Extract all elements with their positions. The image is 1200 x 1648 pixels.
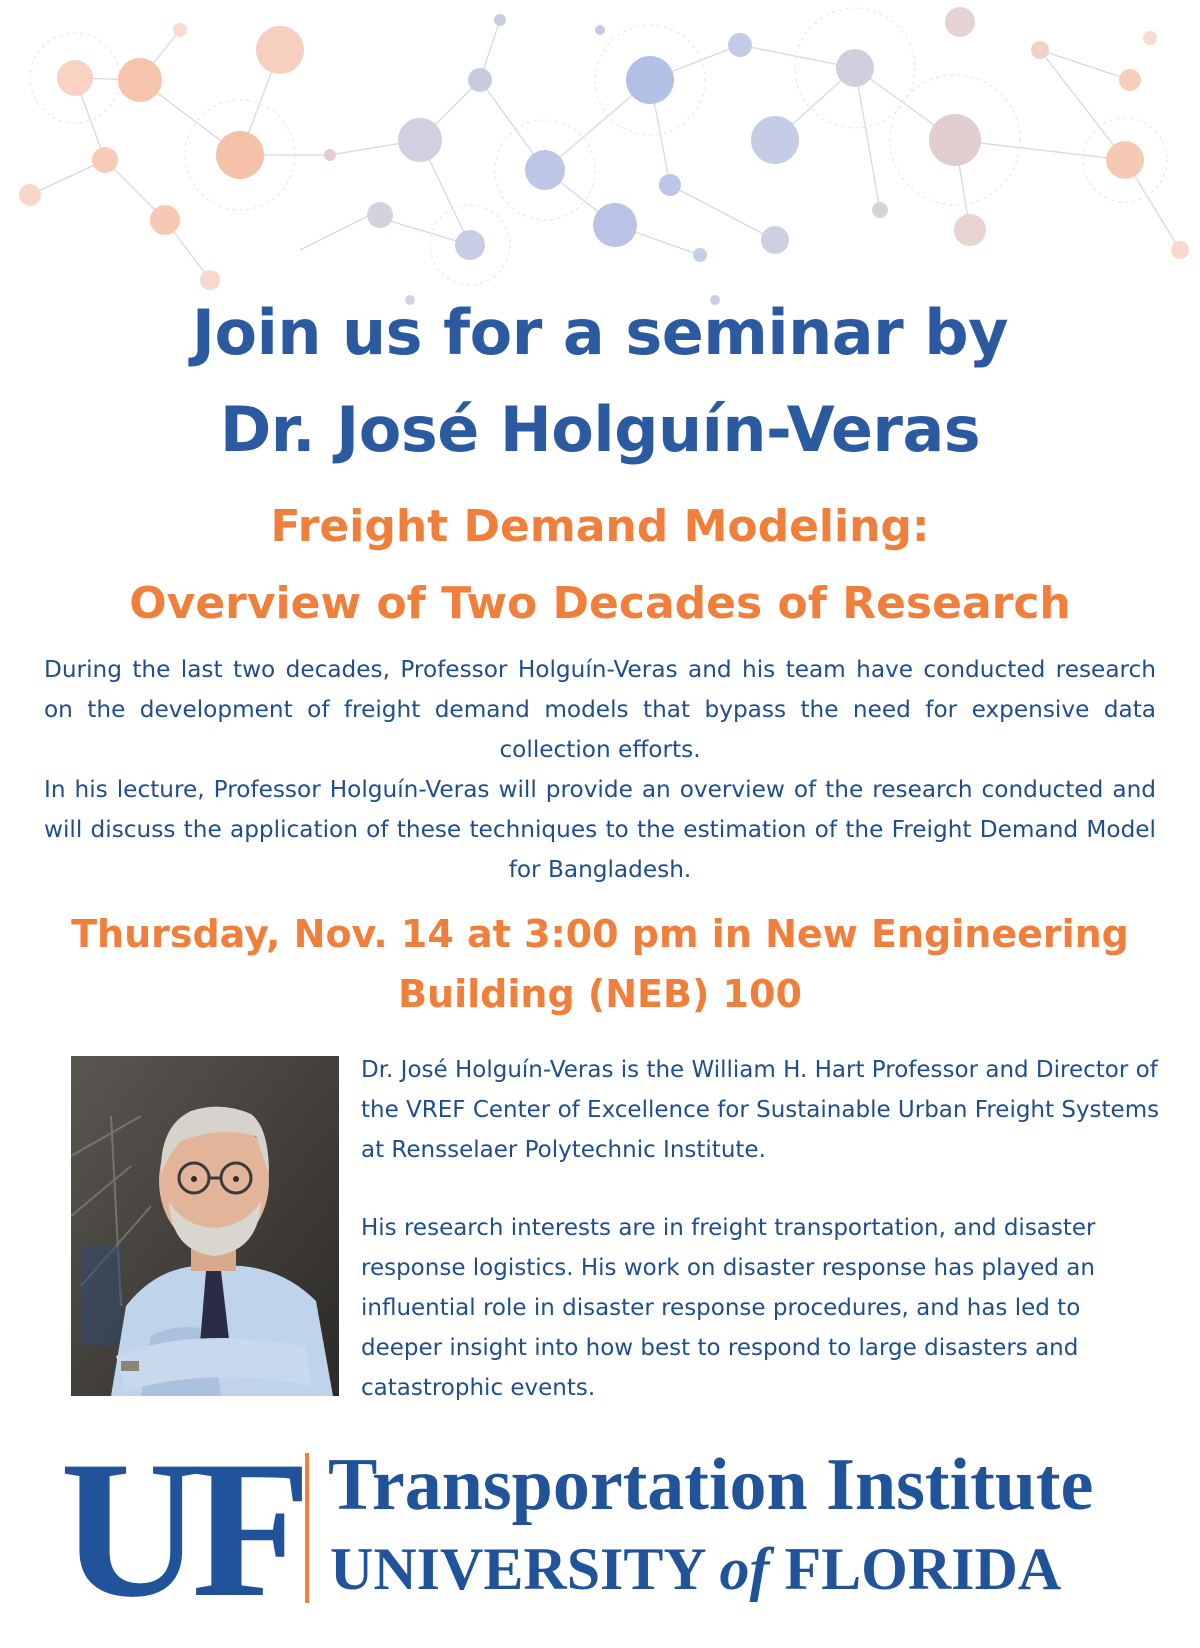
talk-title-line2: Overview of Two Decades of Research [129, 578, 1071, 629]
uf-transportation-institute-logo [60, 1421, 1150, 1638]
intro-paragraph-2: In his lecture, Professor Holguín-Veras will provide an overview of the research conducted and will discuss the application of these techniques to the estimation of the Freight Demand Model for Bangladesh. [44, 776, 1156, 883]
talk-title-line1: Freight Demand Modeling: [270, 501, 930, 552]
logo-florida-word: FLORIDA [769, 1536, 1062, 1602]
speaker-bio-paragraph-1: Dr. José Holguín-Veras is the William H. Hart Professor and Director of the VREF Center of Excellence for Sustainable Urban Freight Systems at Rensselaer Polytechnic Institute. [361, 1057, 1160, 1163]
intro-paragraph-1: During the last two decades, Professor Holguín-Veras and his team have conducted research on the development of freight demand models that bypass the need for expensive data collection efforts. [44, 656, 1156, 763]
uf-logo-mark: UF [60, 1421, 302, 1638]
logo-of-word: of [719, 1536, 770, 1602]
speaker-photo [71, 1056, 339, 1396]
logo-university-word: UNIVERSITY [330, 1536, 720, 1602]
speaker-name-heading: Dr. José Holguín-Veras [219, 393, 981, 466]
logo-divider [305, 1453, 309, 1603]
speaker-bio-paragraph-2: His research interests are in freight transportation, and disaster response logistics. His work on disaster response has played an influential role in disaster response procedures, and has led to deeper insight into how best to respond to large disasters and catastrophic events. [361, 1215, 1096, 1401]
network-background-graphic [0, 0, 1200, 310]
seminar-intro-heading: Join us for a seminar by [191, 296, 1009, 369]
logo-university-name [330, 1534, 1061, 1604]
event-time-location-line2: Building (NEB) 100 [398, 972, 802, 1016]
event-time-location-line1: Thursday, Nov. 14 at 3:00 pm in New Engineering [71, 912, 1129, 956]
logo-institute-name: Transportation Institute [328, 1444, 1094, 1526]
